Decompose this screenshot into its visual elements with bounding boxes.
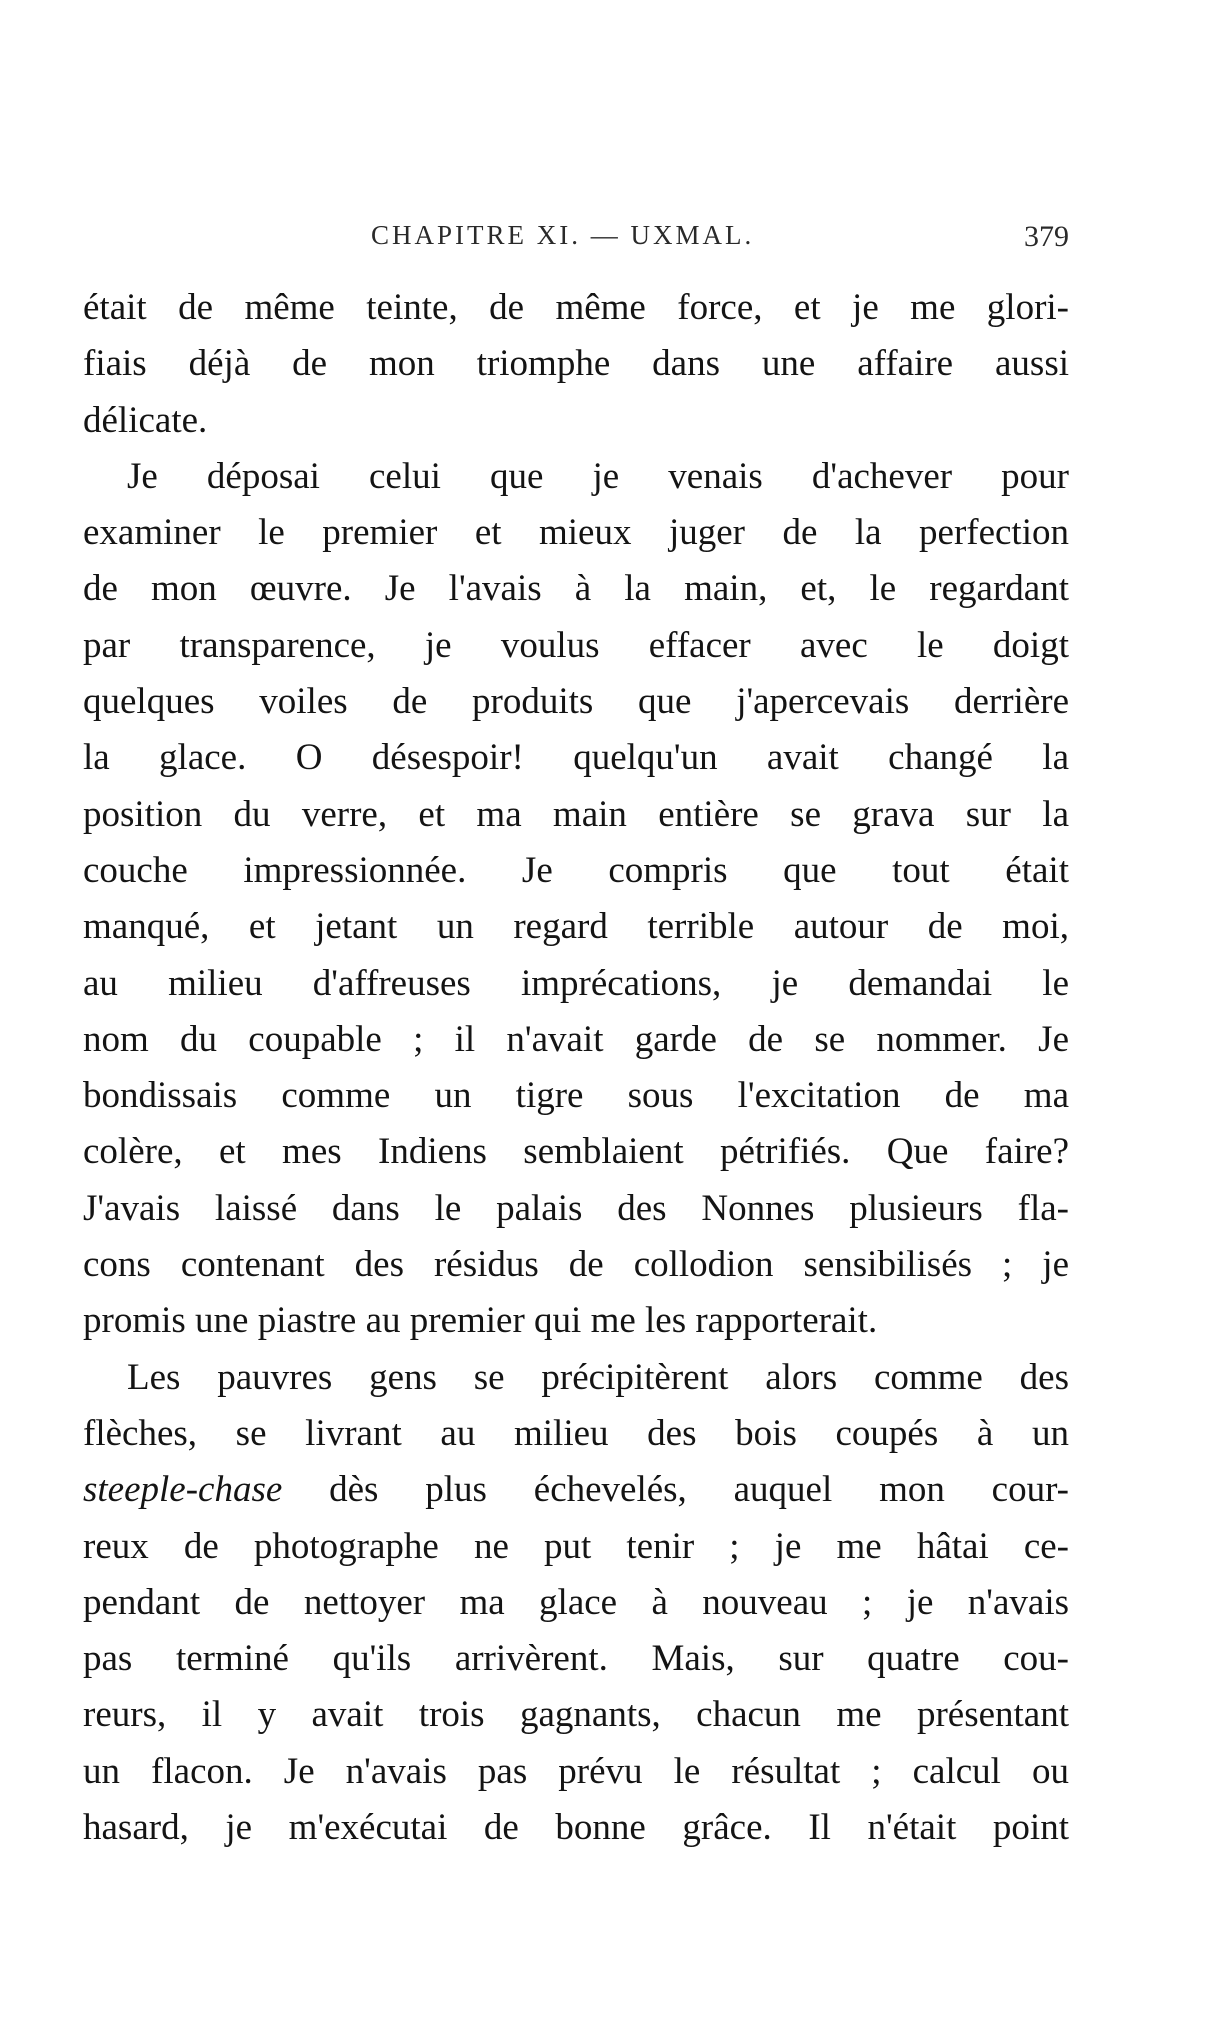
page-number: 379 — [1024, 220, 1069, 253]
text-line: examiner le premier et mieux juger de la perfection — [83, 512, 1069, 554]
text-line: quelques voiles de produits que j'apercevais derrière — [83, 681, 1069, 723]
text-line: Je déposai celui que je venais d'achever pour — [127, 455, 1069, 497]
text-line: bondissais comme un tigre sous l'excitation de ma — [83, 1075, 1069, 1117]
text-line-rest: dès plus échevelés, auquel mon cour- — [329, 1469, 1069, 1511]
running-head — [83, 220, 1069, 264]
text-line: au milieu d'affreuses imprécations, je demandai le — [83, 962, 1069, 1004]
text-line: flèches, se livrant au milieu des bois coupés à un — [83, 1412, 1069, 1454]
text-line: reurs, il y avait trois gagnants, chacun me présentant — [83, 1694, 1069, 1736]
text-line: délicate. — [83, 399, 208, 441]
text-line: pas terminé qu'ils arrivèrent. Mais, sur quatre cou- — [83, 1638, 1069, 1680]
text-line: cons contenant des résidus de collodion sensibilisés ; je — [83, 1244, 1069, 1286]
text-line: colère, et mes Indiens semblaient pétrifiés. Que faire? — [83, 1131, 1069, 1173]
text-line: un flacon. Je n'avais pas prévu le résultat ; calcul ou — [83, 1750, 1069, 1792]
text-line: position du verre, et ma main entière se grava sur la — [83, 793, 1069, 835]
text-line: promis une piastre au premier qui me les rapporterait. — [83, 1300, 878, 1342]
text-line: fiais déjà de mon triomphe dans une affaire aussi — [83, 343, 1069, 385]
text-line: la glace. O désespoir! quelqu'un avait changé la — [83, 737, 1069, 779]
text-line: était de même teinte, de même force, et je me glori- — [83, 287, 1069, 328]
italic-phrase: steeple-chase — [83, 1469, 283, 1511]
text-line-with-italic — [83, 1462, 1069, 1518]
text-line: pendant de nettoyer ma glace à nouveau ; je n'avais — [83, 1581, 1069, 1623]
body-text — [83, 280, 1069, 1856]
text-line: par transparence, je voulus effacer avec le doigt — [83, 624, 1069, 666]
text-line: Les pauvres gens se précipitèrent alors comme des — [127, 1356, 1069, 1398]
text-line: reux de photographe ne put tenir ; je me hâtai ce- — [83, 1525, 1069, 1567]
text-line: couche impressionnée. Je compris que tout était — [83, 849, 1069, 891]
text-line: manqué, et jetant un regard terrible autour de moi, — [83, 906, 1069, 948]
text-line: nom du coupable ; il n'avait garde de se nommer. Je — [83, 1018, 1069, 1060]
running-title: CHAPITRE XI. — UXMAL. — [371, 220, 755, 250]
text-line: J'avais laissé dans le palais des Nonnes plusieurs fla- — [83, 1187, 1069, 1229]
text-line: de mon œuvre. Je l'avais à la main, et, le regardant — [83, 568, 1069, 610]
text-line: hasard, je m'exécutai de bonne grâce. Il n'était point — [83, 1807, 1069, 1849]
